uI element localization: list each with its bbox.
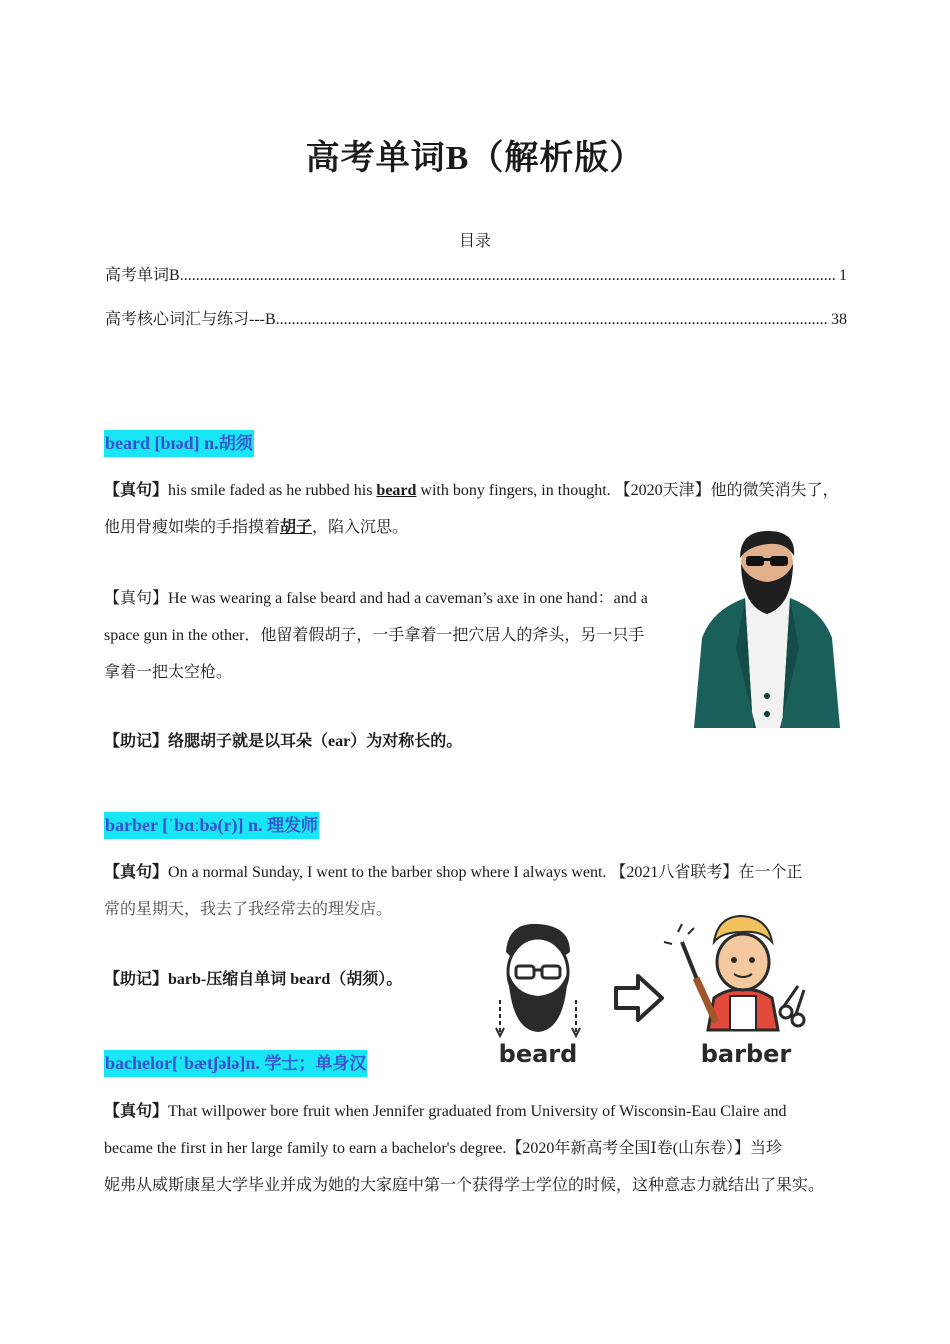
word-heading-barber	[104, 812, 319, 839]
document-title: 高考单词B（解析版）	[305, 140, 645, 177]
image-label-barber: barber	[700, 1040, 792, 1068]
word-heading-beard	[104, 430, 254, 457]
memo-note: 【助记】barb-压缩自单词 beard（胡须）。	[104, 971, 403, 988]
arrow-right-icon	[616, 976, 662, 1020]
example-tag: 【真句】	[104, 590, 169, 607]
example-tag: 【真句】	[104, 1103, 169, 1120]
example-translation: 妮弗从威斯康星大学毕业并成为她的大家庭中第一个获得学士学位的时候，这种意志力就结出了果实。	[104, 1177, 825, 1194]
word-heading-en: bachelor[ˈbætʃələ]n.	[105, 1053, 265, 1073]
toc-entry-2[interactable]	[105, 306, 847, 329]
example-tag: 【真句】	[104, 482, 169, 499]
example-sentence	[104, 1093, 852, 1204]
example-translation: 他的微笑消失了，他用骨瘦如柴的手指摸着	[104, 482, 839, 536]
barber-icon	[664, 916, 804, 1030]
word-heading-en: beard [bɪəd] n.	[105, 433, 219, 453]
example-text: He was wearing a false beard and had a caveman’s axe in one hand：and a	[168, 590, 648, 607]
toc-leader-dots	[180, 267, 837, 285]
highlight-word: beard	[376, 482, 417, 499]
toc-leader-dots	[276, 311, 829, 329]
word-heading-cn: 学士；单身汉	[264, 1054, 367, 1074]
word-heading-en: barber [ˈbɑːbə(r)] n.	[105, 815, 267, 835]
example-text: That willpower bore fruit when Jennifer graduated from University of Wisconsin-Eau Claire and	[168, 1103, 787, 1120]
example-text: 拿着一把太空枪。	[104, 664, 233, 681]
example-text: On a normal Sunday, I went to the barber shop where I always went. 【2021八省联考】在一个正	[168, 864, 803, 881]
example-tag: 【真句】	[104, 864, 169, 881]
toc-entry-label: 高考单词B	[105, 267, 180, 284]
toc-entry-page: 1	[839, 267, 847, 284]
example-text: with bony fingers, in thought.	[416, 482, 615, 499]
beard-to-barber-icon	[492, 912, 812, 1072]
example-sentence-2	[104, 580, 684, 691]
image-label-beard: beard	[498, 1040, 578, 1068]
word-heading-cn: 胡须	[218, 434, 253, 454]
word-heading-cn: 理发师	[267, 816, 318, 836]
memo-note: 【助记】络腮胡子就是以耳朵（ear）为对称长的。	[104, 733, 463, 750]
word-heading-bachelor	[104, 1050, 367, 1077]
beard-head-icon	[496, 924, 580, 1036]
example-translation: 常的星期天，我去了我经常去的理发店。	[104, 901, 393, 918]
example-text: became the first in her large family to earn a bachelor's degree.【2020年新高考全国Ⅰ卷(山东卷）】当珍	[104, 1140, 783, 1157]
example-text: space gun in the other．他留着假胡子，一手拿着一把穴居人的斧头，另一只手	[104, 627, 645, 644]
source-tag: 【2020天津】	[614, 482, 711, 499]
highlight-word-cn: 胡子	[280, 519, 313, 536]
toc-entry-label: 高考核心词汇与练习---B	[105, 311, 276, 328]
toc-heading: 目录	[458, 233, 491, 250]
bearded-man-icon	[690, 528, 845, 733]
toc-entry-1[interactable]	[105, 262, 847, 285]
toc-entry-page: 38	[831, 311, 847, 328]
example-translation: ，陷入沉思。	[312, 519, 409, 536]
example-text: his smile faded as he rubbed his	[168, 482, 377, 499]
